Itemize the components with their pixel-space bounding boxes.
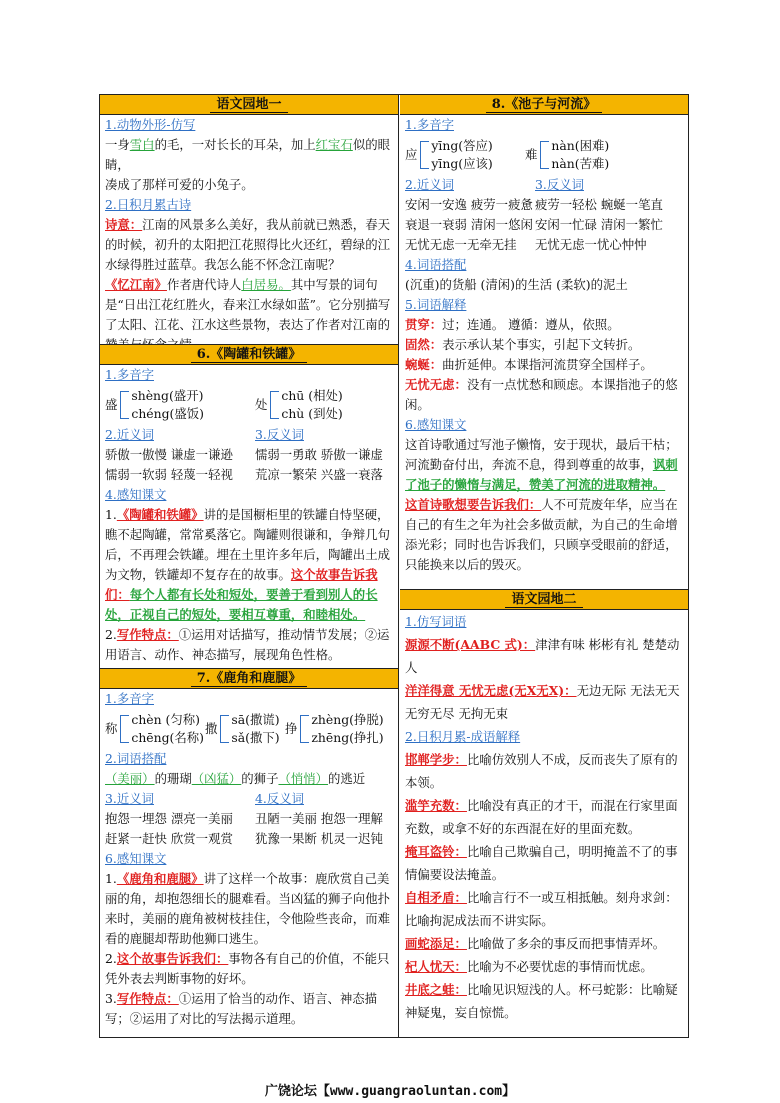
- subheading: 1.多音字: [105, 367, 154, 382]
- paragraph: 诗意：江南的风景多么美好，我从前就已熟悉，春天的时候，初升的太阳把江花照得比火还红，碧绿的江水绿得胜过蓝草。我怎么能不怀念江南呢？: [105, 217, 390, 272]
- paragraph: 《忆江南》作者唐代诗人白居易。其中写景的词句是“日出江花红胜火，春来江水绿如蓝”。它分别描写了太阳、江花、江水这些景物，表达了作者对江南的: [105, 277, 391, 332]
- worksheet: [99, 94, 689, 1038]
- section-lesson-8: 8.《池子与河流》 1.多音字 应 yīng(答应) yīng(应该) 难 nàn(困难) nàn(苦难) 2.近义词 3.反义词 安闲一安逸 疲劳一疲惫 疲劳一轻松 蜿蜒一笔直 衰退一衰弱 清闲一悠闲 安闲一忙碌 清闲一繁忙 无忧无虑一无牵无挂 无忧无虑一忧心忡忡 4.词语搭配 (沉重)的货船 (清闲)的生活 (柔软)的泥土 5.词语解释 贯穿：过；连通。 遵循：遵从，依照。 固然：表示承认某个事实，引起下文转折。 蜿蜒：曲折延伸。本课指河流贯穿全国样子。 无忧无虑：没有一点忧愁和顾虑。本课指池子的悠闲。 6.感知课文 这首诗歌通过写池子懒惰，安于现状，最后干枯；河流勤奋付出，奔流不息，得到尊重的故事，讽刺了池子的懒惰与满足，赞美了河流的进取精神。 这首诗歌想要告诉我们：人不可荒废年华，应当在自己的有生之年为社会多做贡献，为自己的生命增添光彩；同时也告诉我们，只顾享受眼前的舒适，只能换来以后的毁灭。: [400, 95, 688, 575]
- paragraph: 一身雪白的毛，一对长长的耳朵，加上红宝石似的眼睛， 凑成了那样可爱的小兔子。: [105, 137, 390, 192]
- paragraph: 1.《陶罐和铁罐》讲的是国橱柜里的铁罐自恃坚硬，瞧不起陶罐，常常奚落它。陶罐则很谦和，争辩几句后，不再理会铁罐。埋在土里许多年后，陶罐出土成为文物，铁罐却不复存在的故事。这个故事告诉我们：每个人都有长处和短处，要善于看到别人的长处，正视自己的短处，要相互尊重，和睦相处。: [105, 507, 390, 622]
- subheading: 1.动物外形-仿写: [105, 117, 196, 132]
- section-title: 8.《池子与河流》: [400, 95, 688, 115]
- section-yuwen-1: [100, 95, 398, 355]
- left-column: [100, 95, 399, 1037]
- polyphone-row: 称 chèn (匀称) chēng(名称) 撒 sā(撒谎) sǎ(撒下) 挣 zhèng(挣脱) zhēng(挣扎): [105, 712, 384, 745]
- polyphone-row: 盛 shèng(盛开) chéng(盛饭) 处 chū (相处) chù (到处): [105, 388, 343, 421]
- section-lesson-7: 7.《鹿角和鹿腿》 1.多音字 称 chèn (匀称) chēng(名称) 撒 sā(撒谎) sǎ(撒下) 挣 zhèng(挣脱) zhēng(挣扎) 2.词语搭配 （美丽）的珊瑚（凶猛）的狮子（悄悄）的逃近 3.近义词 4.反义词 抱怨一埋怨 漂亮一美丽 丑陋一美丽 抱怨一理解 赶紧一赶快 欣赏一观赏 犹豫一果断 机灵一迟钝 6.感知课文 1.《鹿角和鹿腿》讲了这样一个故事：鹿欣赏自己美丽的角，却抱怨细长的腿难看。当凶猛的狮子向他扑来时，美丽的鹿角被树枝挂住，令他险些丧命，而难看的鹿腿却帮助他狮口逃生。 2.这个故事告诉我们：事物各有自己的价值，不能只凭外表去判断事物的好坏。 3.写作特点：①运用了恰当的动作、语言、神态描写；②运用了对比的写法揭示道理。: [100, 668, 398, 1029]
- section-title: 7.《鹿角和鹿腿》: [100, 668, 398, 689]
- section-title: 语文园地二: [400, 589, 688, 610]
- subheading: 2.日积月累古诗: [105, 197, 192, 212]
- polyphone-row: 应 yīng(答应) yīng(应该) 难 nàn(困难) nàn(苦难): [405, 138, 610, 171]
- paragraph: 2.写作特点：①运用对话描写，推动情节发展；②运用语言、动作、神态描写，展现角色性格。: [105, 627, 390, 662]
- section-title: 6.《陶罐和铁罐》: [100, 344, 398, 365]
- footer-site: 广饶论坛【www.guangraoluntan.com】: [264, 1084, 516, 1099]
- section-yuwen-2: 语文园地二 1.仿写词语 源源不断(AABC 式)：津津有味 彬彬有礼 楚楚动人 洋洋得意 无忧无虑(无X无X)：无边无际 无法无天 无穷无尽 无拘无束 2.日积月累-成语解释 邯郸学步：比喻仿效别人不成，反而丧失了原有的本领。 滥竽充数：比喻没有真正的才干，而混在行家里面充数，或拿不好的东西混在好的里面充数。 掩耳盗铃：比喻自己欺骗自己，明明掩盖不了的事情偏要设法掩盖。 自相矛盾：比喻言行不一或互相抵触。刻舟求剑：比喻拘泥成法而不讲实际。 画蛇添足：比喻做了多余的事反而把事情弄坏。 杞人忧天：比喻为不必要忧虑的事情而忧虑。 井底之蛙：比喻见识短浅的人。杯弓蛇影：比喻疑神疑鬼，妄自惊慌。: [400, 589, 688, 1024]
- section-title: 语文园地一: [100, 95, 398, 115]
- section-lesson-6: 6.《陶罐和铁罐》 1.多音字 盛 shèng(盛开) chéng(盛饭) 处 chū (相处) chù (到处) 2.近义词 3.反义词 骄傲一傲慢 谦虚一谦逊 懦弱一勇敢 骄傲一谦虚 懦弱一软弱 轻蔑一轻视 荒凉一繁荣 兴盛一衰落 4.感知课文 1.《陶罐和铁罐》讲的是国橱柜里的铁罐自恃坚硬，瞧不起陶罐，常常奚落它。陶罐则很谦和，争辩几句后，不再理会铁罐。埋在土里许多年后，陶罐出土成为文物，铁罐却不复存在的故事。这个故事告诉我们：每个人都有长处和短处，要善于看到别人的长处，正视自己的短处，要相互尊重，和睦相处。 2.写作特点：①运用对话描写，推动情节发展；②运用语言、动作、神态描写，展现角色性格。: [100, 344, 398, 665]
- right-column: [400, 95, 688, 1037]
